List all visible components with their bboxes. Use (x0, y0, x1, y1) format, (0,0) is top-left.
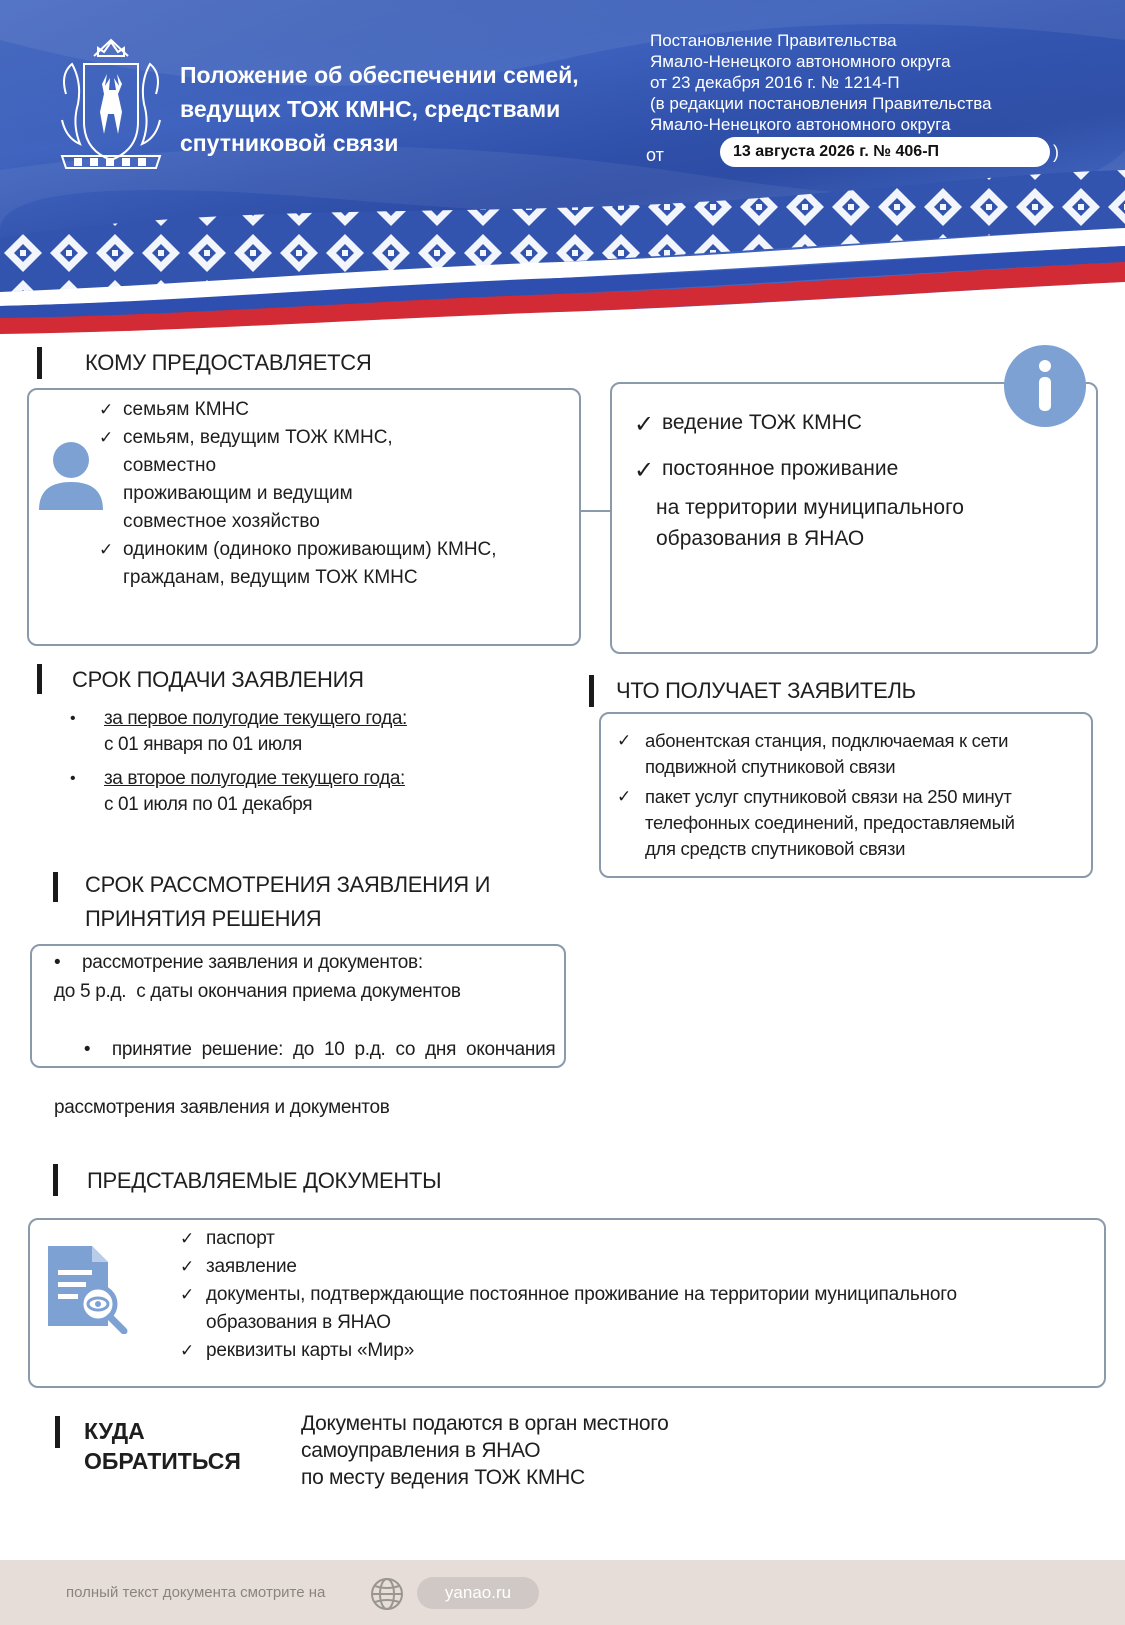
review-heading (85, 868, 490, 936)
condition-text: ведение ТОЖ КМНС (662, 411, 862, 434)
document-search-icon (44, 1242, 130, 1334)
deadline-period: за первое полугодие текущего года: (104, 708, 407, 729)
review-text: рассмотрение заявления и документов: (82, 952, 423, 973)
list-item-text: совместное хозяйство (123, 511, 320, 532)
deadline-dates: с 01 июля по 01 декабря (104, 794, 313, 815)
documents-heading: ПРЕДСТАВЛЯЕМЫЕ ДОКУМЕНТЫ (87, 1168, 442, 1193)
list-item (617, 784, 1077, 862)
bullet-icon: • (83, 1039, 91, 1060)
footer-text: полный текст документа смотрите на (66, 1584, 326, 1601)
globe-icon (370, 1577, 404, 1611)
footer (0, 1560, 1125, 1625)
list-item-text: семьям КМНС (123, 399, 249, 420)
where-text-line: самоуправления в ЯНАО (301, 1439, 541, 1462)
list-item-text: образования в ЯНАО (206, 1312, 391, 1333)
list-item-text: реквизиты карты «Мир» (206, 1340, 415, 1361)
amendment-date-badge: 13 августа 2026 г. № 406-П (720, 137, 1050, 167)
from-label: от (646, 145, 664, 165)
closing-parenthesis: ) (1053, 142, 1059, 162)
list-item (70, 706, 550, 758)
where-heading-line: КУДА (84, 1418, 145, 1444)
section-marker (55, 1416, 60, 1448)
legal-reference-line: от 23 декабря 2016 г. № 1214-П (650, 73, 900, 92)
bullet-icon: • (54, 952, 61, 973)
condition-text: постоянное проживание (662, 457, 899, 480)
list-item-text: проживающим и ведущим (123, 483, 353, 504)
check-icon: ✓ (99, 400, 114, 419)
section-marker (589, 675, 594, 707)
list-item (180, 1253, 1080, 1281)
document-title-line: спутниковой связи (180, 130, 399, 156)
list-item-text: одиноким (одиноко проживающим) КМНС, (123, 539, 497, 560)
list-item (180, 1337, 1080, 1365)
where-text-line: по месту ведения ТОЖ КМНС (301, 1466, 585, 1489)
document-title (180, 58, 620, 160)
condition-tail-line: образования в ЯНАО (656, 527, 865, 550)
deadline-dates: с 01 января по 01 июля (104, 734, 302, 755)
document-title-line: Положение об обеспечении семей, (180, 62, 579, 88)
info-icon (1003, 344, 1087, 428)
check-icon: ✓ (634, 411, 655, 438)
header-banner (0, 0, 1125, 360)
where-text-line: Документы подаются в орган местного (301, 1412, 669, 1435)
list-item-text: телефонных соединений, предоставляемый (645, 812, 1015, 833)
list-item (70, 766, 550, 818)
list-item (634, 454, 1074, 484)
legal-reference (650, 30, 1110, 135)
section-marker (53, 872, 58, 902)
review-heading-line: ПРИНЯТИЯ РЕШЕНИЯ (85, 906, 322, 931)
check-icon: ✓ (99, 540, 114, 559)
list-item-text: заявление (206, 1256, 297, 1277)
list-item-text: пакет услуг спутниковой связи на 250 минут (645, 786, 1012, 807)
review-box (30, 944, 566, 1118)
list-item (99, 536, 569, 592)
check-icon: ✓ (180, 1341, 195, 1360)
conditions-list (634, 408, 1074, 554)
section-marker (53, 1164, 58, 1196)
list-item-text: абонентская станция, подключаемая к сети (645, 730, 1009, 751)
deadline-period: за второе полугодие текущего года: (104, 768, 405, 789)
whom-heading: КОМУ ПРЕДОСТАВЛЯЕТСЯ (85, 350, 372, 375)
website-link[interactable]: yanao.ru (417, 1577, 539, 1609)
review-text: до 5 р.д. с даты окончания приема документов (54, 981, 461, 1002)
check-icon: ✓ (180, 1285, 195, 1304)
whom-list (99, 396, 569, 592)
coat-of-arms-icon (52, 34, 170, 180)
list-item-text: документы, подтверждающие постоянное проживание на территории муниципального (206, 1284, 957, 1305)
person-icon (37, 440, 105, 512)
list-item-text: совместно (123, 455, 217, 476)
list-item-text: семьям, ведущим ТОЖ КМНС, (123, 427, 393, 448)
review-line (54, 1006, 554, 1093)
document-title-line: ведущих ТОЖ КМНС, средствами (180, 96, 561, 122)
where-text (301, 1410, 669, 1491)
legal-reference-line: Постановление Правительства (650, 31, 897, 50)
connector-line (580, 510, 614, 512)
where-heading (84, 1416, 241, 1476)
list-item (180, 1225, 1080, 1253)
review-heading-line: СРОК РАССМОТРЕНИЯ ЗАЯВЛЕНИЯ И (85, 872, 491, 897)
list-item-text: подвижной спутниковой связи (645, 756, 896, 777)
check-icon: ✓ (180, 1229, 195, 1248)
deadline-heading: СРОК ПОДАЧИ ЗАЯВЛЕНИЯ (72, 667, 364, 692)
receives-box (599, 712, 1093, 878)
condition-tail (634, 492, 1074, 554)
section-marker (37, 347, 42, 379)
receives-heading: ЧТО ПОЛУЧАЕТ ЗАЯВИТЕЛЬ (616, 678, 916, 703)
whom-box (27, 388, 581, 646)
legal-reference-line: (в редакции постановления Правительства (650, 94, 992, 113)
review-line (54, 948, 554, 977)
review-text: принятие решение: до 10 р.д. со дня окончания (111, 1039, 556, 1060)
where-heading-line: ОБРАТИТЬСЯ (84, 1448, 241, 1474)
list-item-text: для средств спутниковой связи (645, 838, 906, 859)
receives-list (617, 728, 1077, 862)
bullet-icon: • (70, 710, 76, 727)
list-item (99, 424, 569, 536)
condition-tail-line: на территории муниципального (656, 496, 964, 519)
list-item-text: паспорт (206, 1228, 275, 1249)
bullet-icon: • (70, 770, 76, 787)
deadline-list (70, 706, 550, 818)
legal-reference-line: Ямало-Ненецкого автономного округа (650, 115, 951, 134)
documents-list (180, 1225, 1080, 1365)
section-marker (37, 664, 42, 694)
review-content (54, 948, 554, 1122)
check-icon: ✓ (617, 787, 631, 806)
list-item-text: гражданам, ведущим ТОЖ КМНС (123, 567, 418, 588)
check-icon: ✓ (634, 457, 655, 484)
list-item (99, 396, 569, 424)
review-text: рассмотрения заявления и документов (54, 1097, 390, 1118)
check-icon: ✓ (180, 1257, 195, 1276)
list-item (180, 1281, 1080, 1337)
legal-reference-line: Ямало-Ненецкого автономного округа (650, 52, 951, 71)
documents-box (28, 1218, 1106, 1388)
check-icon: ✓ (617, 731, 631, 750)
check-icon: ✓ (99, 428, 114, 447)
list-item (617, 728, 1077, 780)
